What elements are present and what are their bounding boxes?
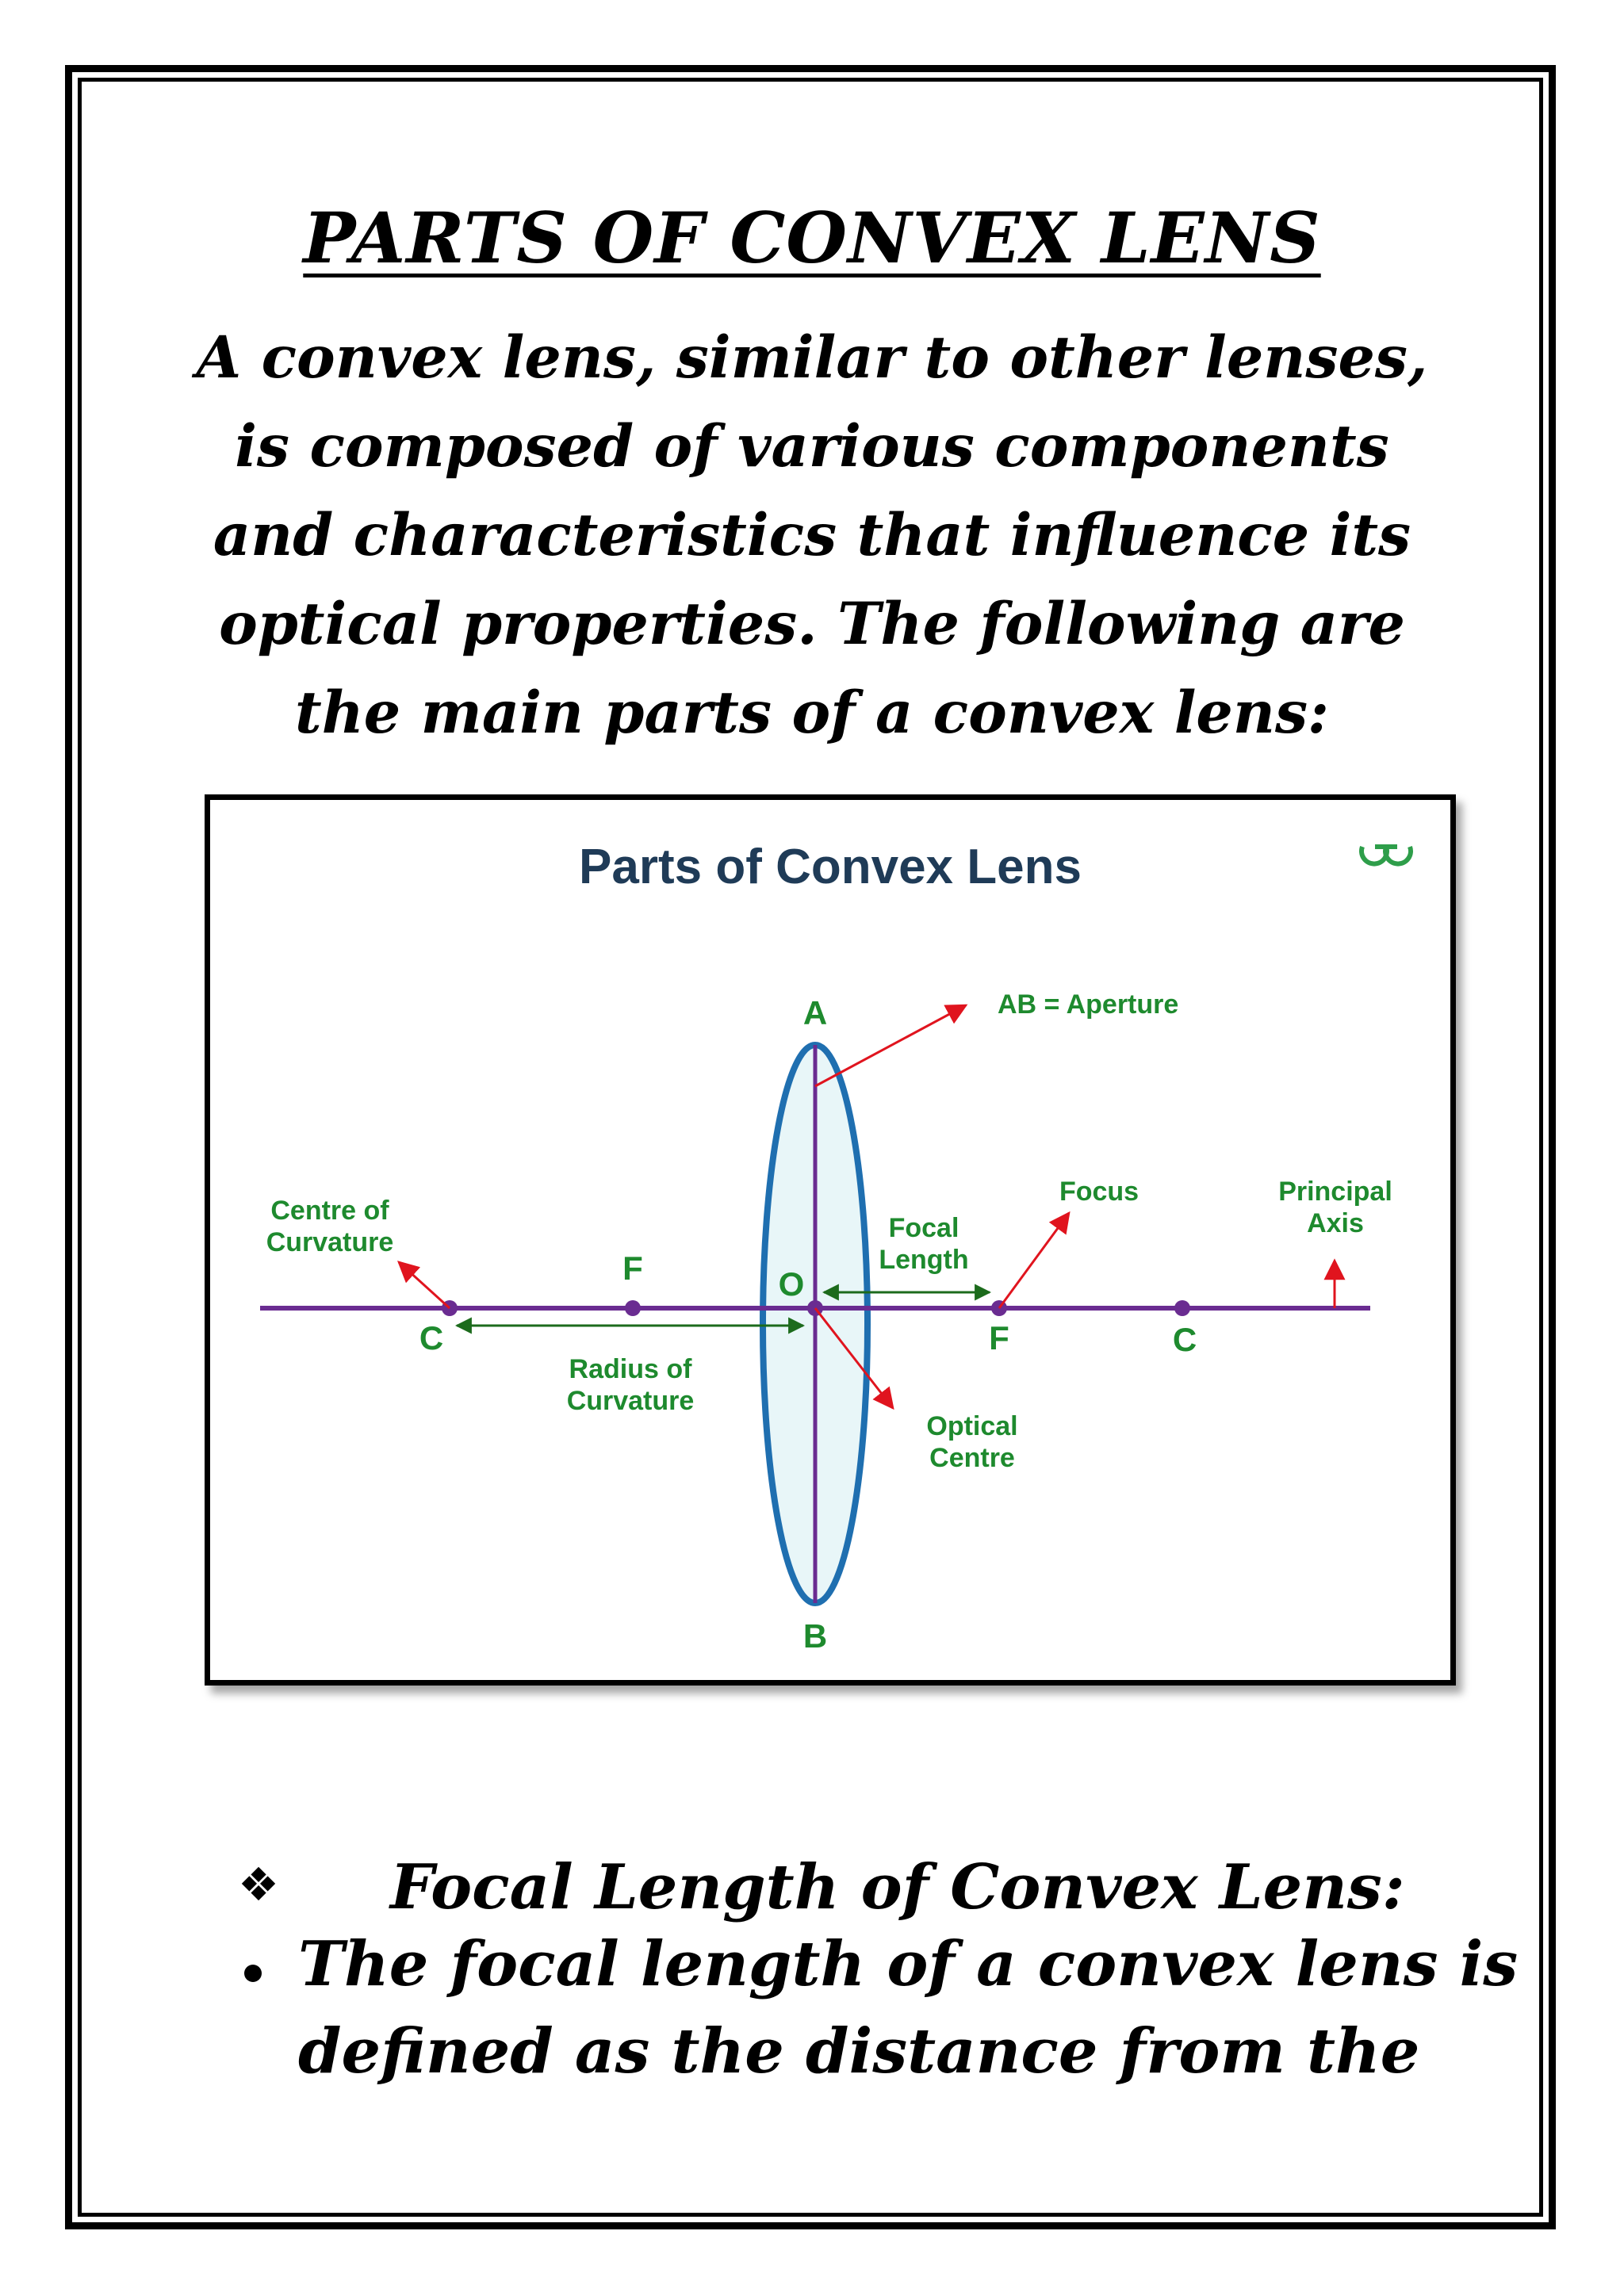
- intro-line-5: the main parts of a convex lens:: [295, 679, 1329, 747]
- label-principal-axis-line-1: Principal: [1278, 1177, 1392, 1207]
- label-centre-right: C: [1172, 1321, 1197, 1358]
- label-optical-centre-line-2: Centre: [929, 1443, 1015, 1473]
- bullet-dot-icon: [244, 1965, 262, 1982]
- label-principal-axis-line-2: Axis: [1307, 1208, 1364, 1238]
- label-point-a: A: [802, 994, 828, 1031]
- label-centre-of-curvature-line-1: Centre of: [270, 1196, 389, 1226]
- label-point-o: O: [778, 1265, 805, 1303]
- intro-line-2: is composed of various components: [235, 412, 1389, 480]
- section-heading: [238, 1851, 1405, 1931]
- label-focus-right: F: [989, 1319, 1009, 1357]
- label-focus-left: F: [622, 1249, 643, 1287]
- intro-line-3: and characteristics that influence its: [213, 501, 1411, 569]
- bullet-line-1: The focal length of a convex lens is: [298, 1928, 1519, 2000]
- diamond-bullet-icon: ❖: [238, 1858, 279, 1911]
- point-f-left: [625, 1300, 641, 1316]
- centre-of-curvature-arrow: [399, 1262, 450, 1308]
- gfg-logo: [1362, 847, 1411, 864]
- label-centre-left: C: [419, 1319, 444, 1357]
- intro-line-4: optical properties. The following are: [219, 590, 1405, 658]
- aperture-arrow: [815, 1005, 966, 1086]
- focus-arrow: [999, 1213, 1069, 1308]
- page-title: PARTS OF CONVEX LENS: [303, 197, 1321, 279]
- diagram-title: Parts of Convex Lens: [579, 840, 1082, 894]
- label-focal-length-line-1: Focal: [888, 1213, 959, 1243]
- label-optical-centre-line-1: Optical: [926, 1411, 1018, 1441]
- point-c-right: [1174, 1300, 1190, 1316]
- label-radius-of-curvature-line-2: Curvature: [566, 1386, 695, 1416]
- label-radius-of-curvature-line-1: Radius of: [569, 1354, 692, 1384]
- label-point-b: B: [802, 1617, 828, 1655]
- label-aperture: AB = Aperture: [998, 989, 1179, 1020]
- label-focus: Focus: [1059, 1177, 1139, 1207]
- section-heading-text: Focal Length of Convex Lens:: [390, 1851, 1405, 1923]
- convex-lens-diagram: [205, 794, 1456, 1686]
- intro-line-1: A convex lens, similar to other lenses,: [196, 323, 1428, 392]
- label-focal-length-line-2: Length: [879, 1245, 969, 1275]
- bullet-line-2: defined as the distance from the: [298, 2015, 1420, 2087]
- label-centre-of-curvature-line-2: Curvature: [266, 1227, 394, 1257]
